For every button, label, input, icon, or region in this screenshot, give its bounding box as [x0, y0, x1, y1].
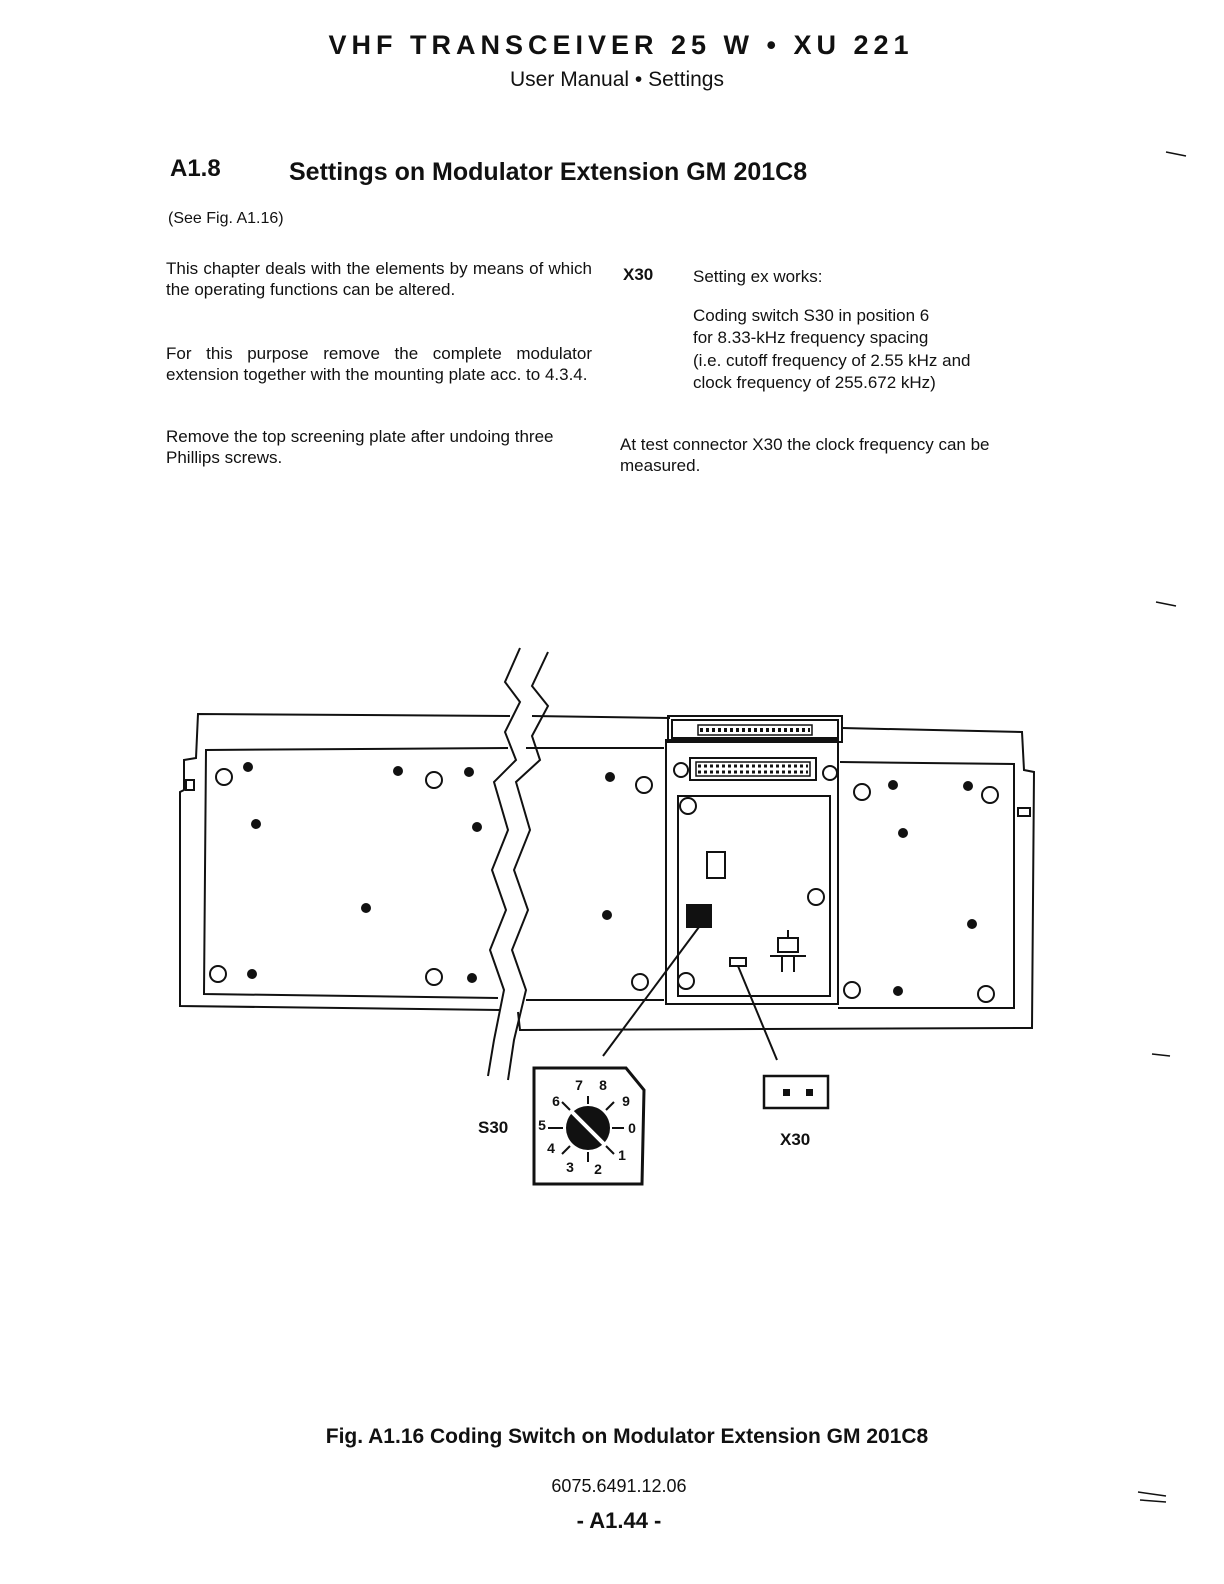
x30-item-label: X30 — [623, 265, 654, 284]
test-connector-note: At test connector X30 the clock frequency can be measured. — [620, 435, 990, 475]
x30-connector — [764, 1076, 828, 1108]
s30-leader-line — [603, 927, 699, 1056]
setting-line-3: (i.e. cutoff frequency of 2.55 kHz and — [693, 351, 971, 370]
figure-caption: Fig. A1.16 Coding Switch on Modulator Extension GM 201C8 — [325, 1425, 929, 1448]
screening-plate-paragraph: Remove the top screening plate after undoing three Phillips screws. — [166, 427, 554, 467]
document-title: VHF TRANSCEIVER 25 W • XU 221 — [328, 30, 914, 60]
dial-digit: 5 — [538, 1117, 546, 1133]
x30-label: X30 — [780, 1130, 811, 1149]
setting-heading: Setting ex works: — [693, 267, 823, 286]
document-subtitle: User Manual • Settings — [510, 68, 724, 91]
mounting-holes — [210, 763, 998, 1002]
figure-reference: (See Fig. A1.16) — [168, 210, 284, 227]
setting-line-1: Coding switch S30 in position 6 — [693, 306, 930, 325]
removal-paragraph: For this purpose remove the complete modulator extension together with the mounting plate acc. to 4.3.4. — [166, 344, 592, 384]
dial-digit: 9 — [622, 1093, 630, 1109]
board-outline — [180, 714, 1034, 1030]
x30-leader-line — [738, 966, 777, 1060]
dial-digit: 2 — [594, 1161, 602, 1177]
margin-marks — [1138, 152, 1186, 1502]
dial-digit: 6 — [552, 1093, 560, 1109]
dial-digit: 4 — [547, 1140, 555, 1156]
setting-line-4: clock frequency of 255.672 kHz) — [693, 373, 936, 392]
dial-digit: 7 — [575, 1077, 583, 1093]
dial-digit: 0 — [628, 1120, 636, 1136]
document-number: 6075.6491.12.06 — [551, 1476, 687, 1496]
setting-line-2: for 8.33-kHz frequency spacing — [693, 328, 929, 347]
intro-paragraph: This chapter deals with the elements by means of which the operating functions can be altered. — [166, 259, 592, 299]
section-number: A1.8 — [170, 155, 221, 182]
modulator-extension — [666, 716, 842, 1004]
dial-digit: 3 — [566, 1159, 574, 1175]
dial-digit: 1 — [618, 1147, 626, 1163]
s30-label: S30 — [478, 1118, 509, 1137]
dial-digit: 8 — [599, 1077, 607, 1093]
section-title: Settings on Modulator Extension GM 201C8 — [289, 158, 808, 186]
page-number: - A1.44 - — [576, 1508, 662, 1533]
